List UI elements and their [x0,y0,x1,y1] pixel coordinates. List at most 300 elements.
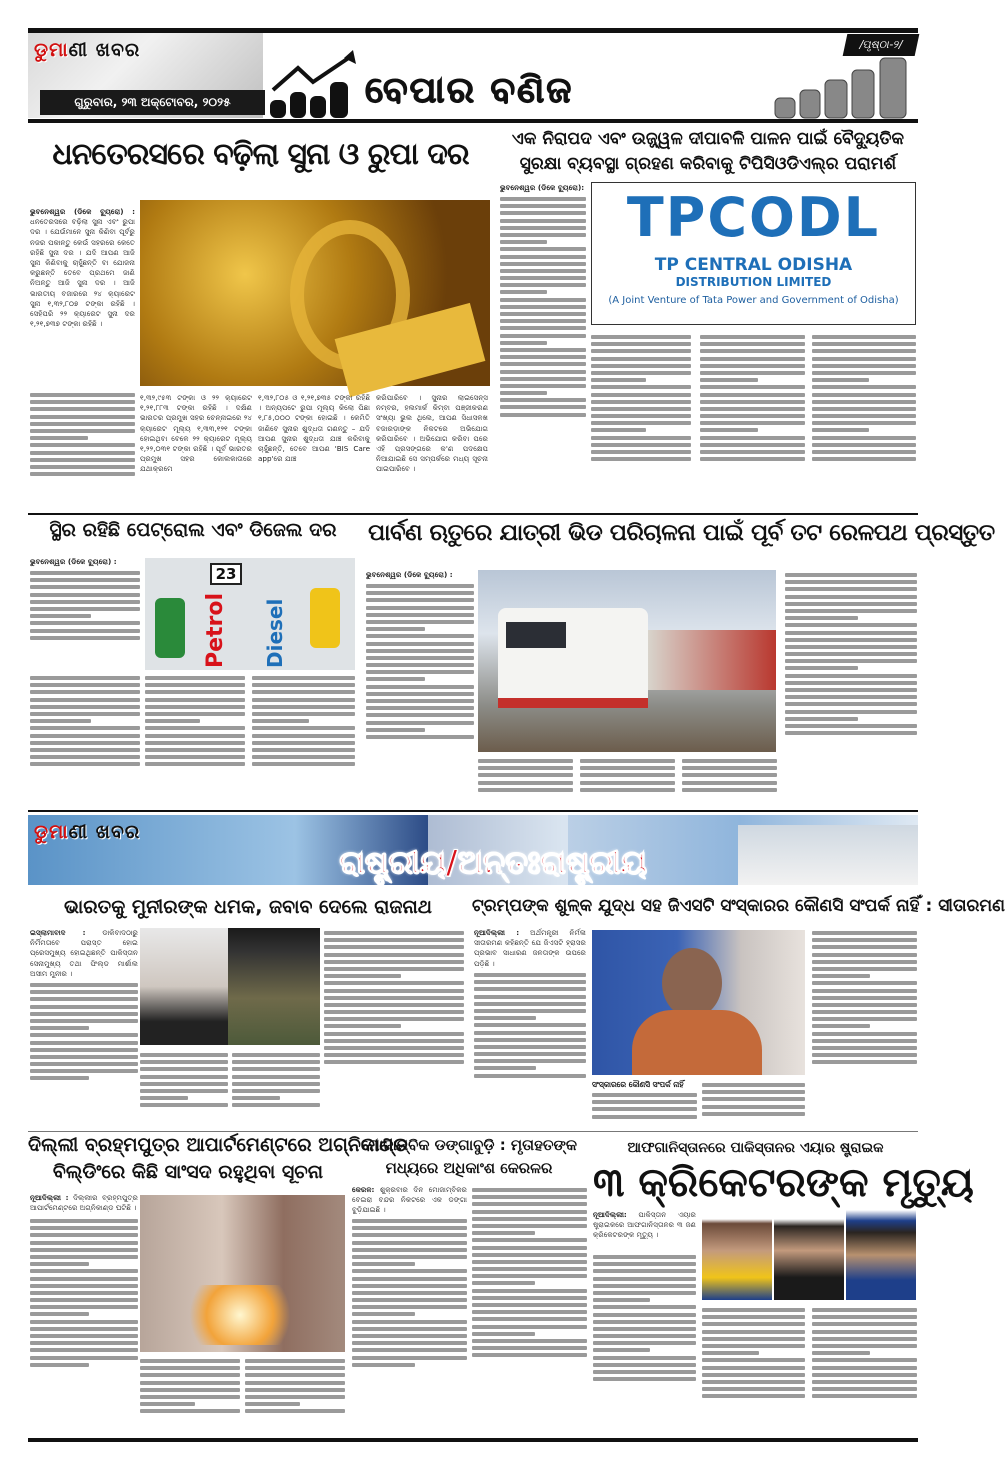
text-line [352,1356,467,1360]
text-line [30,990,138,994]
text-line [500,298,586,302]
text-line [252,683,355,687]
text-line [812,1351,870,1355]
text-line [30,1312,89,1316]
national-international-banner [28,815,918,885]
text-line [785,710,917,714]
text-line [591,443,691,447]
text-line [352,1363,415,1367]
text-line [30,683,140,687]
text-line [812,1003,917,1007]
text-line [812,414,916,418]
pump-number: 23 [210,563,242,585]
text-line [593,1320,696,1324]
text-line [30,1348,138,1352]
text-line [30,607,140,611]
text-line [366,606,474,610]
text-line [580,766,675,770]
text-line [30,1327,138,1331]
text-line [30,393,135,397]
text-line [812,393,916,397]
gold-article-col1-more [30,390,135,510]
kerala-article-col2 [472,1185,587,1436]
text-line [30,1284,138,1288]
text-line [785,731,917,735]
text-line [352,1277,467,1281]
text-line [812,407,916,411]
text-line [474,1074,586,1078]
text-line [366,598,474,602]
text-line [591,428,646,432]
text-line [352,1341,467,1345]
text-line [472,1224,587,1228]
text-line [145,734,245,738]
text-line [140,1388,240,1392]
text-line [472,1289,587,1293]
text-line [472,1353,587,1357]
text-line [472,1332,535,1336]
text-line [785,717,858,721]
sitharaman-article-col1-more [474,970,586,1128]
text-line [472,1238,587,1242]
text-line [500,312,586,316]
text-line [702,1344,805,1348]
text-line [812,335,916,339]
petrol-article-col1b [30,673,140,805]
text-line [591,342,691,346]
text-line [812,996,917,1000]
text-line [232,1067,320,1071]
text-line [252,712,355,716]
text-line [500,413,586,417]
text-line [252,748,355,752]
issue-date: ଗୁରୁବାର, ୨୩ ଅକ୍ଟୋବର, ୨୦୨୫ [40,90,265,115]
text-line [812,953,917,957]
tpcodl-logo-line3: (A Joint Venture of Tata Power and Government of Odisha) [608,295,899,306]
text-line [500,398,586,402]
text-line [366,634,474,638]
text-line [812,981,917,985]
text-line [324,1010,464,1014]
headline-railway: ପାର୍ବଣ ଋତୁରେ ଯାତ୍ରୀ ଭିଡ ପରିଚାଳନା ପାଇଁ ପୂର୍ବ ତଟ ରେଳପଥ ପ୍ରସ୍ତୁତ [368,520,995,546]
text-line [812,436,916,440]
gold-article-col4: କରିପାରିବେ । ସୁନାର ଲାଇସେନ୍ସ ନମ୍ବର, ହଲମାର୍କ କିମ୍ବା ପଞ୍ଜୀକରଣ ସଂଖ୍ୟା ଭୁଲ ଥିଲେ, ଆପଣ ସିଧାସଳଖ ବଜାରଡ଼ାଙ୍କ ନିକଟରେ ଅଭିଯୋଗ କରିପାରିବେ । ଅଭିଯୋଗ କରିବା ପରେ ଏହି ପ୍ରସଙ୍ଗରେ କ'ଣ ପଦକ୍ଷେପ ନିଆଯାଇଛି ସେ ସମ୍ପର୍କରେ ମଧ୍ୟ ସୂଚନା ପାଇପାରିବେ । [376,393,488,474]
text-line [812,400,916,404]
text-line [30,415,135,419]
text-line [478,773,573,777]
text-line [245,1359,345,1363]
sitharaman-article-col1: ନୂଆଦିଲ୍ଲୀ : ଅର୍ଥମନ୍ତ୍ରୀ ନିର୍ମଳା ସୀତାରମଣ କହିଛନ୍ତି ଯେ ଜିଏସଟି ହ୍ରାସର ପ୍ରଭାବ ସାଧାରଣ ଜନତାଙ୍କ ଉପରେ ପଡ଼ିଛି । [474,928,586,968]
text-line [478,766,573,770]
text-line [700,436,805,440]
text-line [500,233,586,237]
text-line [591,364,691,368]
text-line [812,974,870,978]
text-line [593,1313,696,1317]
text-line [785,659,917,663]
text-line [474,973,586,977]
text-line [30,1320,138,1324]
text-line [30,1248,138,1252]
text-line [30,429,135,433]
gold-article-col2: ୧,୩୨,୯୫୩ ଟଙ୍କା ଓ ୨୨ କ୍ୟାରେଟ ୧,୨୧,୮୮୩ ଟଙ୍କା ରହିଛି । ଦକ୍ଷିଣ ଭାରତର ପ୍ରମୁଖ ସହର ଚେନ୍ନାଇରେ ୨୪ କ୍ୟାରେଟ ମୂଲ୍ୟ ୧,୩୩,୧୨୧ ଟଙ୍କା ହୋଇଥିବା ବେଳେ ୨୨ କ୍ୟାରେଟ ମୂଲ୍ୟ ୧,୨୨,୦୩୧ ଟଙ୍କା ରହିଛି । ପୂର୍ବ ଭାରତର ପ୍ରମୁଖ ସହର କୋଲକାତାରେ ଯଥାକ୍ରମେ [140,393,252,474]
headline-sitharaman: ଟ୍ରମ୍ପଙ୍କ ଶୁଳ୍କ ଯୁଦ୍ଧ ସହ ଜିଏସଟି ସଂସ୍କାରର କୌଣସି ସଂପର୍କ ନାହିଁ : ସୀତାରମଣ [472,896,1005,916]
text-line [352,1298,467,1302]
text-line [366,656,474,660]
text-line [30,734,140,738]
text-line [500,384,586,388]
text-line [324,989,464,993]
text-line [352,1312,415,1316]
text-line [30,676,140,680]
text-line [30,690,140,694]
text-line [352,1327,467,1331]
text-line [140,1359,240,1363]
text-line [30,741,140,745]
text-line [700,349,805,353]
text-line [812,938,917,942]
tpcodl-article-col2 [591,332,691,510]
text-line [500,391,547,395]
text-line [30,1356,138,1360]
text-line [593,1269,696,1273]
text-line [252,690,355,694]
text-line [472,1346,587,1350]
text-line [785,645,917,649]
rajnath-article-col3 [232,1050,320,1128]
delhi-fire-article-col2 [140,1356,240,1436]
text-line [366,706,474,710]
text-line [145,719,200,723]
text-line [474,995,586,999]
text-line [591,378,646,382]
text-line [352,1255,467,1259]
text-line [366,685,474,689]
text-line [785,681,917,685]
text-line [702,1373,805,1377]
text-line [812,1380,917,1384]
text-line [593,1262,696,1266]
text-line [700,457,805,461]
text-line [30,1298,138,1302]
text-line [145,762,245,766]
text-line [812,945,917,949]
text-line [366,721,474,725]
text-line [472,1210,587,1214]
headline-delhi-fire-1: ଦିଲ୍ଲୀ ବ୍ରହ୍ମପୁତ୍ର ଆପାର୍ଟମେଣ୍ଟରେ ଅଗ୍ନିକାଣ୍ଡ [28,1134,408,1156]
cricketer-photo-1 [702,1210,772,1300]
text-line [352,1241,467,1245]
text-line [140,1402,195,1406]
text-line [324,1032,464,1036]
text-line [702,1358,805,1362]
headline-cricketers: ୩ କ୍ରିକେଟରଙ୍କ ମୃତ୍ୟୁ [593,1160,974,1206]
text-line [324,960,464,964]
text-line [785,595,917,599]
text-line [472,1246,587,1250]
headline-kerala-1: ମୋଜାମ୍ବିକ ଡଙ୍ଗାବୁଡ଼ି : ମୃତାହତଙ୍କ [360,1136,578,1154]
text-line [232,1060,320,1064]
text-line [324,931,464,935]
masthead-bottom-rule [28,119,918,123]
text-line [30,443,135,447]
text-line [232,1053,320,1057]
text-line [30,1255,138,1259]
text-line [30,571,140,575]
text-line [785,724,917,728]
munir-photo [228,928,320,1045]
text-line [478,759,573,763]
text-line [500,255,586,259]
text-line [478,781,573,785]
text-line [812,428,869,432]
text-line [366,613,474,617]
gold-article-col1: ଭୁବନେଶ୍ୱର (ଡିକେ ବ୍ୟୁରୋ) : ଧନତେରସରେ ବଢ଼ିଲା ସୁନା ଏବଂ ରୁପା ଦର । ଯେଉଁମାନେ ସୁନା କିଣିବା ପୂର୍ବରୁ ନଜର ପକାନ୍ତୁ କେଉଁ ସହରରେ କେତେ ରହିଛି ସୁନା ଦର । ଯଦି ଆପଣ ଆଜି ସୁନା କିଣିବାକୁ ଚାହୁଁଛନ୍ତି ବା ଯୋଜନା କରୁଛନ୍ତି ତେବେ ପ୍ରଥମେ ଜାଣି ନିଅନ୍ତୁ ଆଜି ସୁନା ଦର । ଆଜି ଭାରତୀୟ ବଜାରରେ ୨୪ କ୍ୟାରେଟ ସୁନା ୧,୩୨,୮୦୭ ଟଙ୍କା ରହିଛି । ସେହିପରି ୨୨ କ୍ୟାରେଟ ସୁନା ଦର ୧,୨୧,୭୩୭ ଟଙ୍କା ରହିଛି । [30,207,135,329]
text-line [30,1062,138,1066]
afghan-article-col3 [812,1305,917,1436]
text-line [472,1339,587,1343]
text-line [785,688,917,692]
text-line [812,989,917,993]
text-line [140,1082,228,1086]
text-line [140,1409,240,1413]
tpcodl-logo-line1: TP CENTRAL ODISHA [654,255,853,275]
text-line [30,400,135,404]
text-line [591,421,691,425]
text-line [500,290,547,294]
text-line [785,631,917,635]
text-line [593,1305,696,1309]
text-line [500,334,586,338]
text-line [785,623,917,627]
text-line [245,1409,345,1413]
text-line [702,1394,805,1398]
text-line [30,719,91,723]
text-line [30,1233,138,1237]
tpcodl-article-col3 [700,332,805,510]
text-line [145,748,245,752]
text-line [702,1315,805,1319]
text-line [366,699,474,703]
text-line [30,1012,138,1016]
text-line [500,370,586,374]
text-line [30,1291,138,1295]
text-line [474,1045,586,1049]
text-line [500,283,586,287]
text-line [812,1373,917,1377]
diesel-label: Diesel [263,598,287,668]
text-line [30,451,135,455]
text-line [812,1387,917,1391]
text-line [700,385,805,389]
text-line [30,407,135,411]
text-line [245,1402,300,1406]
text-line [472,1303,587,1307]
text-line [812,450,916,454]
text-line [30,983,138,987]
text-line [812,1039,917,1043]
text-line [232,1103,320,1107]
text-line [593,1327,696,1331]
apartment-fire-photo [140,1195,345,1352]
railway-article-col5 [785,570,917,805]
text-line [30,621,140,625]
text-line [702,1337,805,1341]
text-line [500,355,586,359]
fuel-pump-photo [145,558,355,670]
text-line [366,620,474,624]
text-line [472,1274,587,1278]
railway-article-col1 [366,581,474,805]
petrol-article-col3 [252,673,355,805]
text-line [593,1284,696,1288]
text-line [352,1284,467,1288]
tpcodl-logo-word: TPCODL [626,186,881,249]
text-line [30,1226,138,1230]
gold-jewellery-photo [140,200,490,386]
text-line [140,1053,228,1057]
text-line [785,587,917,591]
text-line [30,629,140,633]
text-line [591,450,691,454]
text-line [366,728,425,732]
text-line [500,377,586,381]
text-line [472,1310,587,1314]
headline-delhi-fire-2: ବିଲ୍ଡିଂରେ କିଛି ସାଂସଦ ରହୁଥିବା ସୂଚନା [52,1161,324,1183]
text-line [324,967,464,971]
text-line [324,981,464,985]
text-line [30,1005,138,1009]
text-line [366,713,474,717]
text-line [785,674,917,678]
text-line [500,262,586,266]
text-line [252,741,355,745]
rajnath-article-col2 [140,1050,228,1128]
text-line [500,197,586,201]
text-line [30,593,140,597]
text-line [812,364,916,368]
text-line [324,1060,464,1064]
text-line [591,385,691,389]
text-line [252,705,355,709]
text-line [702,1097,805,1101]
text-line [245,1381,345,1385]
text-line [366,642,474,646]
headline-tpcodl-1: ଏକ ନିରାପଦ ଏବଂ ଉଜ୍ଜ୍ୱଳ ଦୀପାବଳି ପାଳନ ପାଇଁ ବୈଦ୍ୟୁତିକ [511,129,905,149]
text-line [30,1026,89,1030]
text-line [145,705,245,709]
text-line [474,1038,586,1042]
text-line [591,357,691,361]
text-line [366,692,474,696]
text-line [140,1096,188,1100]
text-line [591,407,691,411]
text-line [593,1356,696,1360]
text-line [145,683,245,687]
text-line [593,1291,696,1295]
text-line [366,735,474,739]
text-line [812,457,916,461]
text-line [812,1344,917,1348]
text-line [30,755,140,759]
text-line [593,1348,650,1352]
tpcodl-dateline: ଭୁବନେଶ୍ୱର (ଡିକେ ବ୍ୟୁରୋ): [500,183,585,192]
text-line [812,1308,917,1312]
text-line [352,1348,467,1352]
text-line [472,1267,587,1271]
text-line [593,1341,696,1345]
text-line [812,967,917,971]
bottom-rule [28,1438,918,1442]
text-line [474,987,586,991]
text-line [682,788,777,792]
text-line [500,204,586,208]
text-line [245,1373,345,1377]
text-line [472,1281,535,1285]
headline-kerala-2: ମଧ୍ୟରେ ଅଧିକାଂଶ କେରଳର [385,1159,553,1177]
text-line [30,997,138,1001]
text-line [812,342,916,346]
text-line [500,341,547,345]
text-line [324,1046,464,1050]
text-line [352,1334,467,1338]
text-line [700,335,805,339]
text-line [785,580,917,584]
text-line [812,1330,917,1334]
text-line [324,1017,464,1021]
text-line [591,400,691,404]
text-line [140,1381,240,1385]
text-line [474,980,586,984]
text-line [30,436,88,440]
text-line [593,1255,696,1259]
kerala-article-col1-more [352,1216,467,1436]
text-line [30,458,135,462]
text-line [812,960,917,964]
text-line [366,584,474,588]
text-line [145,676,245,680]
text-line [500,319,586,323]
text-line [232,1089,320,1093]
petrol-article-col1 [30,568,140,670]
text-line [785,638,917,642]
sitharaman-photo [592,930,805,1075]
text-line [30,712,140,716]
text-line [702,1112,805,1116]
text-line [30,1076,89,1080]
text-line [472,1260,587,1264]
text-line [500,226,586,230]
text-line [472,1253,587,1257]
text-line [324,974,401,978]
text-line [366,627,425,631]
text-line [702,1330,805,1334]
text-line [700,407,805,411]
text-line [785,616,858,620]
text-line [812,357,916,361]
text-line [145,741,245,745]
tpcodl-article-col4 [812,332,916,510]
text-line [252,734,355,738]
text-line [478,788,573,792]
text-line [324,996,464,1000]
text-line [785,602,917,606]
banner-title: ରାଷ୍ଟ୍ରୀୟ/ଅନ୍ତଃରାଷ୍ଟ୍ରୀୟ [339,843,647,881]
text-line [472,1195,587,1199]
text-line [30,1262,89,1266]
text-line [30,748,140,752]
text-line [140,1089,228,1093]
